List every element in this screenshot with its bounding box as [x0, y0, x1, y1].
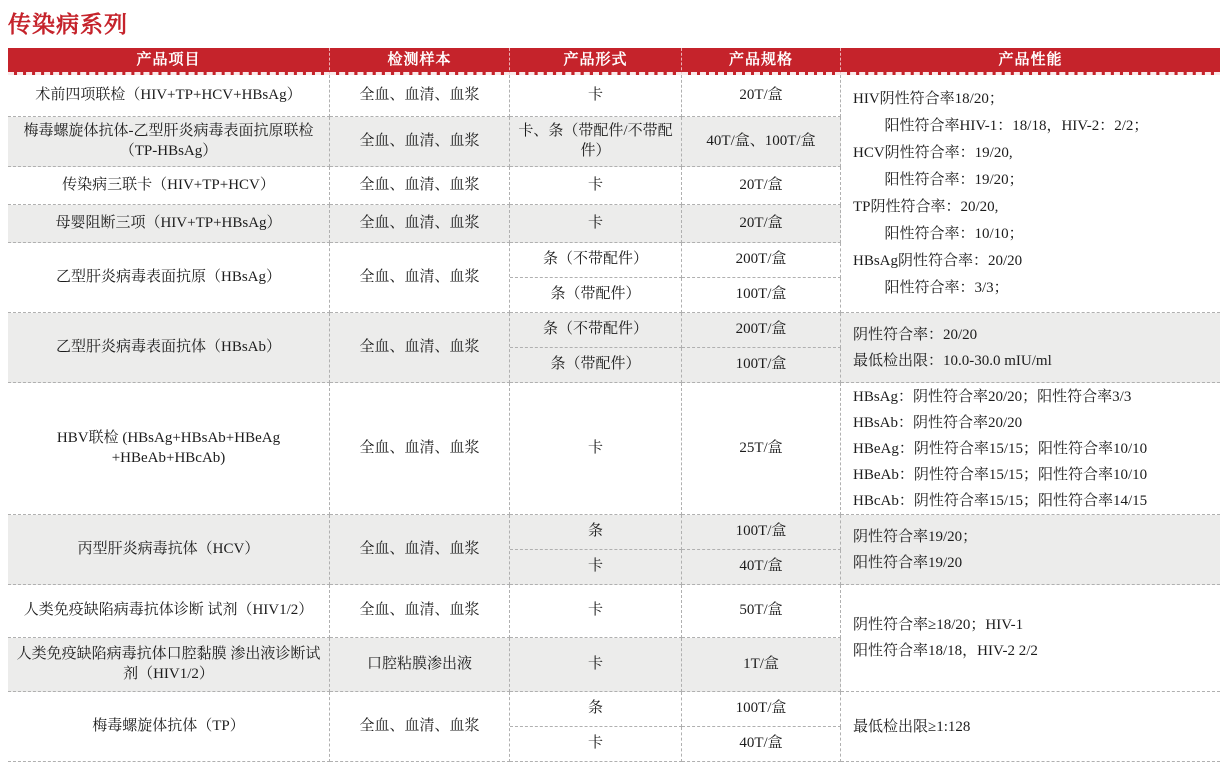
sample-cell: 全血、血清、血浆 — [330, 515, 510, 585]
form-cell: 条（不带配件） — [510, 313, 682, 348]
performance-line: HBsAg：阴性符合率20/20；阳性符合率3/3 — [853, 388, 1132, 405]
performance-cell — [841, 313, 1220, 383]
performance-line: 阳性符合率：3/3； — [884, 279, 1009, 296]
product-name: 母婴阻断三项（HIV+TP+HBsAg） — [8, 205, 330, 243]
spec-cell: 100T/盒 — [682, 692, 841, 727]
performance-line: 阳性符合率19/20 — [853, 554, 963, 571]
spec-cell: 100T/盒 — [682, 278, 841, 313]
performance-cell — [841, 515, 1220, 585]
product-name: 丙型肝炎病毒抗体（HCV） — [8, 515, 330, 585]
sample-cell: 全血、血清、血浆 — [330, 167, 510, 205]
col-header-sample: 检测样本 — [330, 48, 510, 75]
form-cell: 卡 — [510, 205, 682, 243]
form-cell: 卡 — [510, 75, 682, 117]
performance-cell — [841, 692, 1220, 762]
spec-cell: 50T/盒 — [682, 585, 841, 638]
sample-cell: 全血、血清、血浆 — [330, 117, 510, 167]
performance-line: HIV阴性符合率18/20； — [853, 90, 1004, 107]
spec-cell: 40T/盒 — [682, 550, 841, 585]
form-cell: 条（不带配件） — [510, 243, 682, 278]
performance-line: 阳性符合率HIV-1：18/18，HIV-2：2/2； — [884, 117, 1149, 134]
performance-line: 阴性符合率≥18/20；HIV-1 — [853, 617, 1024, 633]
spec-cell: 1T/盒 — [682, 638, 841, 692]
product-name: 人类免疫缺陷病毒抗体诊断 试剂（HIV1/2） — [8, 585, 330, 638]
col-header-form: 产品形式 — [510, 48, 682, 75]
spec-cell: 25T/盒 — [682, 383, 841, 515]
form-cell: 卡 — [510, 727, 682, 762]
form-cell: 卡 — [510, 585, 682, 638]
performance-line: TP阴性符合率：20/20, — [853, 198, 999, 215]
sample-cell: 全血、血清、血浆 — [330, 75, 510, 117]
form-cell: 条（带配件） — [510, 278, 682, 313]
sample-cell: 全血、血清、血浆 — [330, 383, 510, 515]
performance-line: 最低检出限：10.0-30.0 mIU/ml — [853, 352, 1052, 369]
performance-line: HBcAb：阴性符合率15/15；阳性符合率14/15 — [853, 492, 1148, 509]
form-cell: 条（带配件） — [510, 348, 682, 383]
performance-cell — [841, 75, 1220, 313]
form-cell: 条 — [510, 692, 682, 727]
product-name: 梅毒螺旋体抗体-乙型肝炎病毒表面抗原联检（TP-HBsAg） — [8, 117, 330, 167]
col-header-product-item: 产品项目 — [8, 48, 330, 75]
performance-line: 阳性符合率18/18，HIV-2 2/2 — [853, 643, 1038, 659]
product-name: 乙型肝炎病毒表面抗体（HBsAb） — [8, 313, 330, 383]
product-name: 传染病三联卡（HIV+TP+HCV） — [8, 167, 330, 205]
performance-line: 阳性符合率：10/10； — [884, 225, 1024, 242]
page-title: 传染病系列 — [8, 11, 128, 37]
product-name: 梅毒螺旋体抗体（TP） — [8, 692, 330, 762]
performance-line: HBsAg阴性符合率：20/20 — [853, 252, 1023, 269]
sample-cell: 全血、血清、血浆 — [330, 692, 510, 762]
sample-cell: 全血、血清、血浆 — [330, 243, 510, 313]
col-header-spec: 产品规格 — [682, 48, 841, 75]
sample-cell: 全血、血清、血浆 — [330, 585, 510, 638]
sample-cell: 全血、血清、血浆 — [330, 313, 510, 383]
product-table — [8, 48, 1220, 762]
form-cell: 卡 — [510, 550, 682, 585]
col-header-performance: 产品性能 — [841, 48, 1220, 75]
spec-cell: 200T/盒 — [682, 243, 841, 278]
product-name: 乙型肝炎病毒表面抗原（HBsAg） — [8, 243, 330, 313]
performance-line: HCV阴性符合率：19/20, — [853, 144, 1013, 161]
sample-cell: 全血、血清、血浆 — [330, 205, 510, 243]
spec-cell: 20T/盒 — [682, 205, 841, 243]
product-name: 人类免疫缺陷病毒抗体口腔黏膜 渗出液诊断试剂（HIV1/2） — [8, 638, 330, 692]
form-cell: 卡、条（带配件/不带配件） — [510, 117, 682, 167]
product-name: HBV联检 (HBsAg+HBsAb+HBeAg +HBeAb+HBcAb) — [8, 383, 330, 515]
performance-cell — [841, 383, 1220, 515]
performance-line: HBsAb：阴性符合率20/20 — [853, 414, 1023, 431]
sample-cell: 口腔粘膜渗出液 — [330, 638, 510, 692]
form-cell: 条 — [510, 515, 682, 550]
spec-cell: 20T/盒 — [682, 167, 841, 205]
performance-cell — [841, 585, 1220, 692]
form-cell: 卡 — [510, 167, 682, 205]
spec-cell: 200T/盒 — [682, 313, 841, 348]
spec-cell: 40T/盒 — [682, 727, 841, 762]
spec-cell: 100T/盒 — [682, 515, 841, 550]
form-cell: 卡 — [510, 383, 682, 515]
spec-cell: 20T/盒 — [682, 75, 841, 117]
performance-line: 阴性符合率19/20； — [853, 528, 978, 545]
performance-line: HBeAb：阴性符合率15/15；阳性符合率10/10 — [853, 466, 1148, 483]
product-name: 术前四项联检（HIV+TP+HCV+HBsAg） — [8, 75, 330, 117]
spec-cell: 100T/盒 — [682, 348, 841, 383]
performance-line: 阳性符合率：19/20； — [884, 171, 1024, 188]
performance-line: HBeAg：阴性符合率15/15；阳性符合率10/10 — [853, 440, 1148, 457]
spec-cell: 40T/盒、100T/盒 — [682, 117, 841, 167]
performance-line: 阴性符合率：20/20 — [853, 326, 978, 343]
form-cell: 卡 — [510, 638, 682, 692]
performance-line: 最低检出限≥1:128 — [853, 718, 971, 735]
